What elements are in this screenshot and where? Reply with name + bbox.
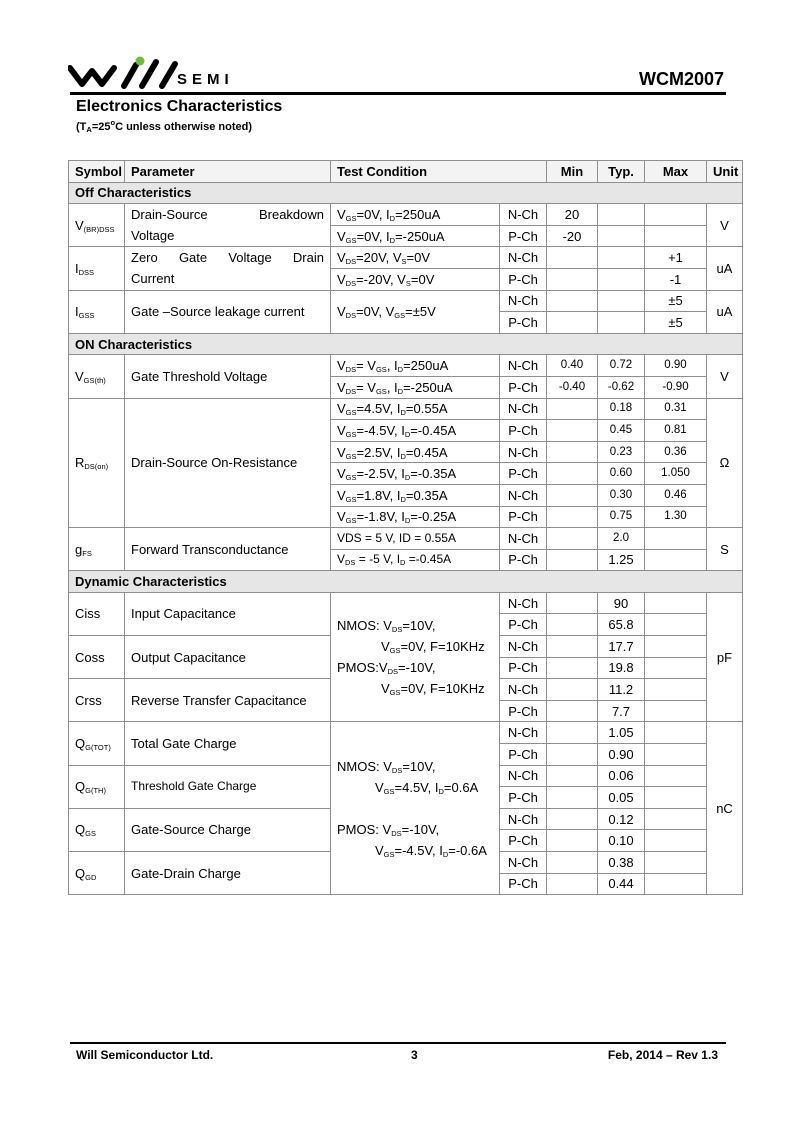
max-value bbox=[645, 679, 707, 701]
condition: VDS = 5 V, ID = 0.55A bbox=[331, 528, 500, 550]
max-value bbox=[645, 549, 707, 571]
min-value: -20 bbox=[547, 225, 598, 247]
symbol-gfs: $g_{FS}$ bbox=[69, 528, 125, 571]
footer-date-revision: Feb, 2014 – Rev 1.3 bbox=[607, 1048, 718, 1062]
symbol-qgs: $Q_{GS}$ bbox=[69, 808, 125, 851]
condition: $V_{DS}=20V$, $V_S=0V$ bbox=[331, 247, 500, 269]
min-value bbox=[547, 700, 598, 722]
min-value: -0.40 bbox=[547, 376, 598, 398]
electrical-characteristics-table bbox=[68, 160, 743, 895]
header-typ: Typ. bbox=[598, 161, 645, 183]
max-value bbox=[645, 204, 707, 226]
section-title: Electronics Characteristics bbox=[76, 98, 283, 115]
typ-value bbox=[598, 268, 645, 290]
typ-value: 0.38 bbox=[598, 852, 645, 874]
min-value bbox=[547, 873, 598, 895]
param-on-resistance: Drain-Source On-Resistance bbox=[125, 398, 331, 528]
typ-value: 0.23 bbox=[598, 441, 645, 463]
max-value: ±5 bbox=[645, 312, 707, 334]
typ-value bbox=[598, 204, 645, 226]
typ-value: 7.7 bbox=[598, 700, 645, 722]
max-value: ±5 bbox=[645, 290, 707, 312]
param-total-gate-charge: Total Gate Charge bbox=[125, 722, 331, 765]
min-value bbox=[547, 290, 598, 312]
max-value bbox=[645, 225, 707, 247]
param-reverse-transfer-capacitance: Reverse Transfer Capacitance bbox=[125, 679, 331, 722]
param-breakdown-voltage: Drain-Source Breakdown Voltage bbox=[125, 204, 331, 247]
typ-value: 0.75 bbox=[598, 506, 645, 528]
typ-value: 1.05 bbox=[598, 722, 645, 744]
symbol-crss: Crss bbox=[69, 679, 125, 722]
unit: uA bbox=[707, 290, 743, 333]
max-value bbox=[645, 657, 707, 679]
channel: N-Ch bbox=[500, 204, 547, 226]
max-value: -0.90 bbox=[645, 376, 707, 398]
max-value: 0.36 bbox=[645, 441, 707, 463]
min-value bbox=[547, 808, 598, 830]
min-value bbox=[547, 657, 598, 679]
channel: P-Ch bbox=[500, 657, 547, 679]
capacitance-condition: NMOS: $V_{DS}=10V$, $V_{GS}=0V$, F=10KHz $PMOS:V_{DS}=-10V$, $V_{GS}=0V$, F=10KHz bbox=[331, 592, 500, 722]
table-row bbox=[69, 204, 743, 226]
channel: N-Ch bbox=[500, 636, 547, 658]
header-parameter: Parameter bbox=[125, 161, 331, 183]
symbol-coss: Coss bbox=[69, 636, 125, 679]
test-condition-note: ($T_A=25^oC$ unless otherwise noted) bbox=[76, 118, 252, 134]
table-row bbox=[69, 528, 743, 550]
condition: $V_{GS}=0V$, $I_D=250uA$ bbox=[331, 204, 500, 226]
channel: N-Ch bbox=[500, 290, 547, 312]
channel: P-Ch bbox=[500, 873, 547, 895]
typ-value bbox=[598, 312, 645, 334]
symbol-qgd: $Q_{GD}$ bbox=[69, 852, 125, 895]
min-value bbox=[547, 852, 598, 874]
min-value bbox=[547, 592, 598, 614]
min-value bbox=[547, 722, 598, 744]
typ-value bbox=[598, 290, 645, 312]
condition: $V_{DS}= V_{GS}$, $I_D=-250uA$ bbox=[331, 376, 500, 398]
max-value bbox=[645, 765, 707, 787]
max-value: +1 bbox=[645, 247, 707, 269]
channel: N-Ch bbox=[500, 808, 547, 830]
condition: $V_{GS}=1.8V$, $I_D=0.35A$ bbox=[331, 484, 500, 506]
max-value: 1.050 bbox=[645, 463, 707, 485]
max-value bbox=[645, 700, 707, 722]
min-value bbox=[547, 247, 598, 269]
max-value: 0.46 bbox=[645, 484, 707, 506]
symbol-qgth: $Q_{G(TH)}$ bbox=[69, 765, 125, 808]
footer-company: Will Semiconductor Ltd. bbox=[76, 1048, 214, 1062]
unit: uA bbox=[707, 247, 743, 290]
max-value: 0.81 bbox=[645, 420, 707, 442]
typ-value: 0.05 bbox=[598, 787, 645, 809]
channel: P-Ch bbox=[500, 225, 547, 247]
min-value bbox=[547, 420, 598, 442]
condition: $V_{DS} = -5$ V, $I_D =-0.45A$ bbox=[331, 549, 500, 571]
param-output-capacitance: Output Capacitance bbox=[125, 636, 331, 679]
typ-value: 17.7 bbox=[598, 636, 645, 658]
min-value: 0.40 bbox=[547, 355, 598, 377]
table-row bbox=[69, 592, 743, 614]
typ-value bbox=[598, 247, 645, 269]
typ-value: 19.8 bbox=[598, 657, 645, 679]
typ-value bbox=[598, 225, 645, 247]
channel: P-Ch bbox=[500, 787, 547, 809]
channel: N-Ch bbox=[500, 722, 547, 744]
max-value: 0.90 bbox=[645, 355, 707, 377]
channel: N-Ch bbox=[500, 484, 547, 506]
channel: P-Ch bbox=[500, 830, 547, 852]
channel: P-Ch bbox=[500, 506, 547, 528]
max-value bbox=[645, 636, 707, 658]
channel: P-Ch bbox=[500, 463, 547, 485]
channel: N-Ch bbox=[500, 398, 547, 420]
typ-value: -0.62 bbox=[598, 376, 645, 398]
channel: P-Ch bbox=[500, 420, 547, 442]
section-dynamic: Dynamic Characteristics bbox=[69, 571, 743, 593]
max-value bbox=[645, 808, 707, 830]
condition: $V_{DS}= V_{GS}$, $I_D=250uA$ bbox=[331, 355, 500, 377]
section-row bbox=[69, 182, 743, 204]
condition: $V_{GS}=-1.8V$, $I_D=-0.25A$ bbox=[331, 506, 500, 528]
section-off: Off Characteristics bbox=[69, 182, 743, 204]
gate-charge-condition: NMOS: $V_{DS}=10V$, $V_{GS}=4.5V$, $I_D=0.6A$ PMOS: $V_{DS}=-10V$, $V_{GS}=-4.5V$, $I_D=-0.6A$ bbox=[331, 722, 500, 895]
typ-value: 0.90 bbox=[598, 744, 645, 766]
typ-value: 0.45 bbox=[598, 420, 645, 442]
channel: P-Ch bbox=[500, 700, 547, 722]
table-row bbox=[69, 355, 743, 377]
max-value: 0.31 bbox=[645, 398, 707, 420]
min-value bbox=[547, 268, 598, 290]
min-value bbox=[547, 528, 598, 550]
min-value bbox=[547, 614, 598, 636]
typ-value: 1.25 bbox=[598, 549, 645, 571]
typ-value: 0.12 bbox=[598, 808, 645, 830]
typ-value: 0.72 bbox=[598, 355, 645, 377]
condition: $V_{DS}=-20V$, $V_S=0V$ bbox=[331, 268, 500, 290]
min-value bbox=[547, 463, 598, 485]
table-header-row bbox=[69, 161, 743, 183]
typ-value: 0.60 bbox=[598, 463, 645, 485]
max-value bbox=[645, 873, 707, 895]
min-value bbox=[547, 441, 598, 463]
min-value bbox=[547, 506, 598, 528]
typ-value: 2.0 bbox=[598, 528, 645, 550]
channel: N-Ch bbox=[500, 592, 547, 614]
channel: N-Ch bbox=[500, 765, 547, 787]
symbol-igss: $I_{GSS}$ bbox=[69, 290, 125, 333]
table-row bbox=[69, 398, 743, 420]
min-value bbox=[547, 787, 598, 809]
unit: S bbox=[707, 528, 743, 571]
param-gate-threshold: Gate Threshold Voltage bbox=[125, 355, 331, 398]
symbol-vgsth: $V_{GS(th)}$ bbox=[69, 355, 125, 398]
max-value bbox=[645, 528, 707, 550]
header-unit: Unit bbox=[707, 161, 743, 183]
param-gate-source-charge: Gate-Source Charge bbox=[125, 808, 331, 851]
section-row bbox=[69, 571, 743, 593]
page-number: 3 bbox=[411, 1048, 418, 1062]
param-input-capacitance: Input Capacitance bbox=[125, 592, 331, 635]
table-row bbox=[69, 722, 743, 744]
typ-value: 0.18 bbox=[598, 398, 645, 420]
param-gate-leakage: Gate –Source leakage current bbox=[125, 290, 331, 333]
channel: P-Ch bbox=[500, 614, 547, 636]
min-value bbox=[547, 830, 598, 852]
symbol-ciss: Ciss bbox=[69, 592, 125, 635]
channel: P-Ch bbox=[500, 549, 547, 571]
condition: $V_{GS}=2.5V$, $I_D=0.45A$ bbox=[331, 441, 500, 463]
model-number: WCM2007 bbox=[638, 69, 724, 89]
symbol-rdson: $R_{DS(on)}$ bbox=[69, 398, 125, 528]
min-value: 20 bbox=[547, 204, 598, 226]
channel: N-Ch bbox=[500, 528, 547, 550]
typ-value: 0.30 bbox=[598, 484, 645, 506]
unit: Ω bbox=[707, 398, 743, 528]
min-value bbox=[547, 312, 598, 334]
max-value bbox=[645, 852, 707, 874]
typ-value: 0.10 bbox=[598, 830, 645, 852]
header-test-condition: Test Condition bbox=[331, 161, 547, 183]
param-gate-drain-charge: Gate-Drain Charge bbox=[125, 852, 331, 895]
min-value bbox=[547, 679, 598, 701]
max-value bbox=[645, 592, 707, 614]
param-transconductance: Forward Transconductance bbox=[125, 528, 331, 571]
channel: N-Ch bbox=[500, 355, 547, 377]
param-zero-gate-drain-current: Zero Gate Voltage Drain Current bbox=[125, 247, 331, 290]
header-rule bbox=[70, 92, 726, 95]
min-value bbox=[547, 398, 598, 420]
min-value bbox=[547, 636, 598, 658]
max-value: -1 bbox=[645, 268, 707, 290]
will-semi-logo bbox=[68, 56, 268, 90]
unit: V bbox=[707, 355, 743, 398]
symbol-idss: $I_{DSS}$ bbox=[69, 247, 125, 290]
header-max: Max bbox=[645, 161, 707, 183]
channel: P-Ch bbox=[500, 376, 547, 398]
channel: N-Ch bbox=[500, 441, 547, 463]
max-value: 1.30 bbox=[645, 506, 707, 528]
channel: P-Ch bbox=[500, 744, 547, 766]
section-row bbox=[69, 333, 743, 355]
condition: $V_{GS}=-4.5V$, $I_D=-0.45A$ bbox=[331, 420, 500, 442]
channel: P-Ch bbox=[500, 268, 547, 290]
min-value bbox=[547, 484, 598, 506]
table-row bbox=[69, 290, 743, 312]
channel: P-Ch bbox=[500, 312, 547, 334]
max-value bbox=[645, 614, 707, 636]
param-threshold-gate-charge: Threshold Gate Charge bbox=[125, 765, 331, 808]
footer-rule bbox=[70, 1042, 726, 1044]
typ-value: 65.8 bbox=[598, 614, 645, 636]
channel: N-Ch bbox=[500, 852, 547, 874]
unit: V bbox=[707, 204, 743, 247]
section-on: ON Characteristics bbox=[69, 333, 743, 355]
table-row bbox=[69, 247, 743, 269]
condition: $V_{GS}=0V$, $I_D=-250uA$ bbox=[331, 225, 500, 247]
header-min: Min bbox=[547, 161, 598, 183]
condition: $V_{DS}=0V$, $V_{GS}=\pm 5V$ bbox=[331, 290, 500, 333]
channel: N-Ch bbox=[500, 247, 547, 269]
typ-value: 11.2 bbox=[598, 679, 645, 701]
symbol-qgtot: $Q_{G(TOT)}$ bbox=[69, 722, 125, 765]
min-value bbox=[547, 765, 598, 787]
header-symbol: Symbol bbox=[69, 161, 125, 183]
max-value bbox=[645, 744, 707, 766]
condition: $V_{GS}=4.5V$, $I_D=0.55A$ bbox=[331, 398, 500, 420]
symbol-vbrdss: $V_{(BR)DSS}$ bbox=[69, 204, 125, 247]
condition: $V_{GS}=-2.5V$, $I_D=-0.35A$ bbox=[331, 463, 500, 485]
unit: nC bbox=[707, 722, 743, 895]
max-value bbox=[645, 722, 707, 744]
unit: pF bbox=[707, 592, 743, 722]
typ-value: 90 bbox=[598, 592, 645, 614]
min-value bbox=[547, 549, 598, 571]
channel: N-Ch bbox=[500, 679, 547, 701]
typ-value: 0.44 bbox=[598, 873, 645, 895]
logo-text: SEMI bbox=[177, 71, 234, 88]
max-value bbox=[645, 787, 707, 809]
max-value bbox=[645, 830, 707, 852]
typ-value: 0.06 bbox=[598, 765, 645, 787]
min-value bbox=[547, 744, 598, 766]
